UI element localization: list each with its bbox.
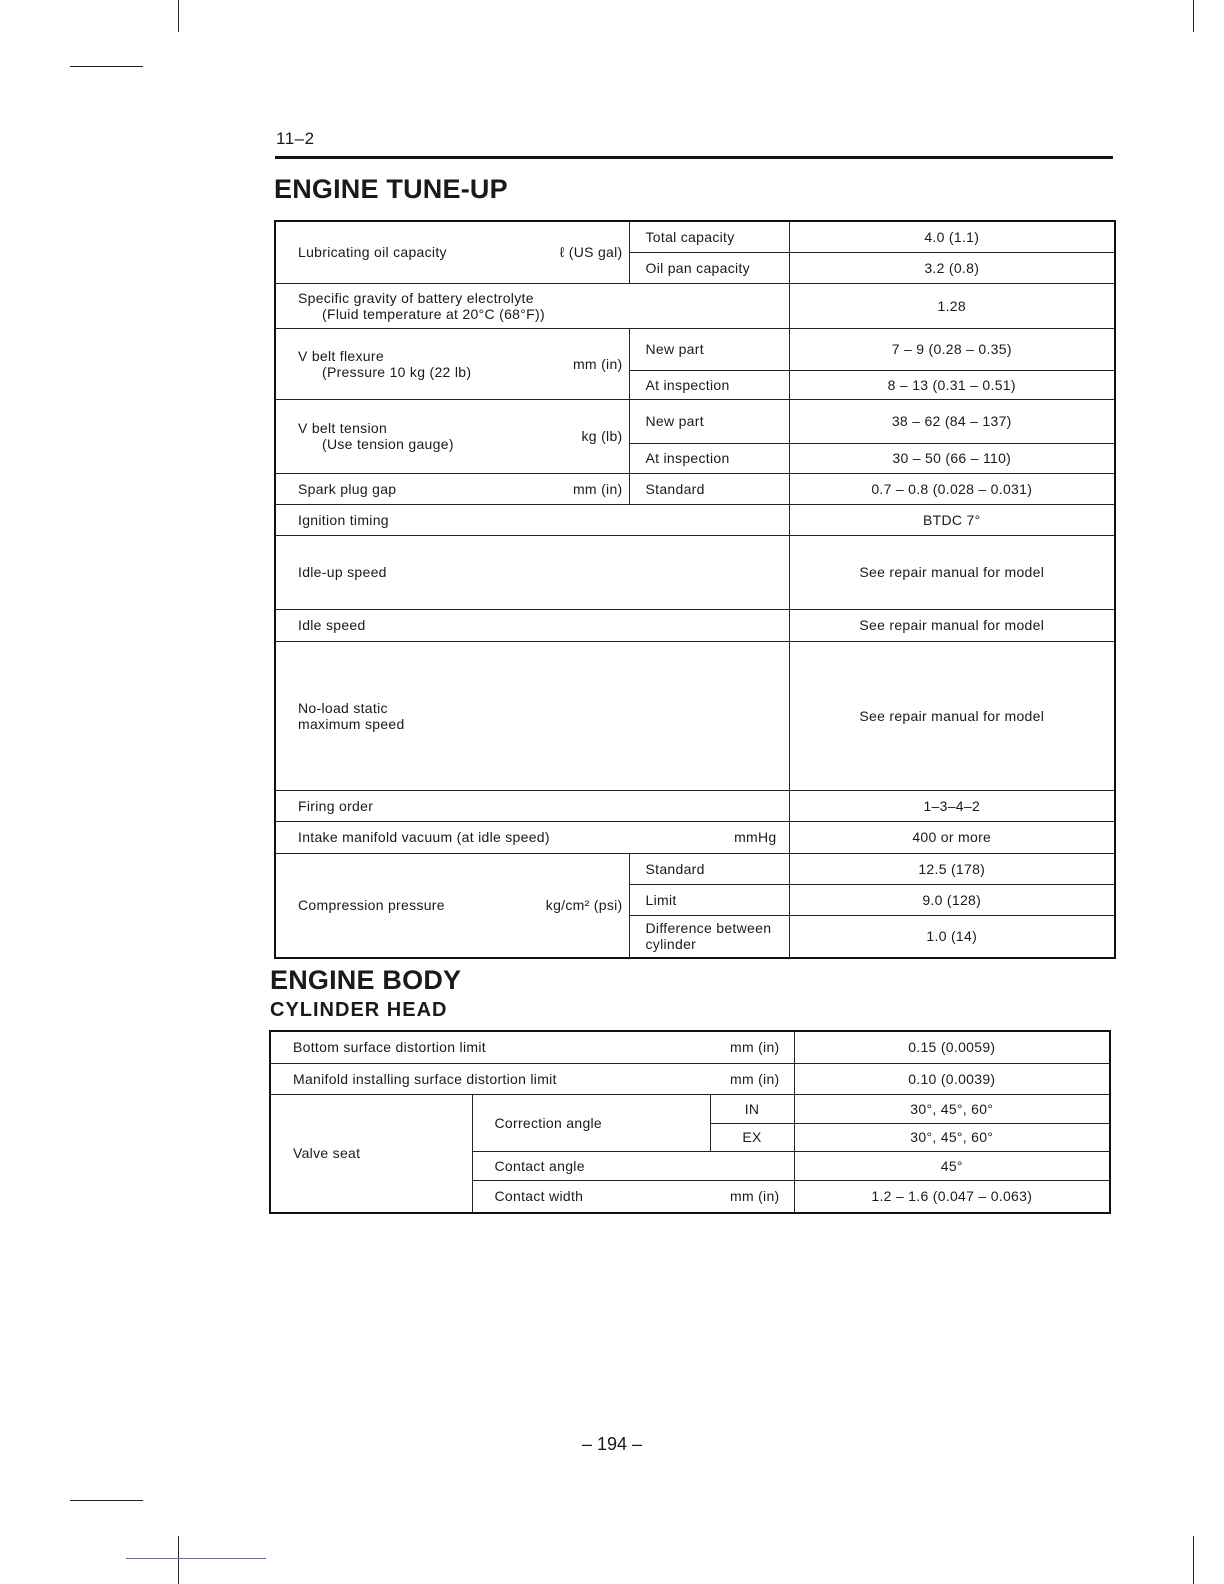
table-row bbox=[275, 283, 1115, 328]
compression-label: Compression pressure bbox=[298, 897, 445, 914]
compression-unit: kg/cm² (psi) bbox=[545, 897, 623, 914]
spark-label: Spark plug gap bbox=[298, 480, 397, 497]
vacuum-label-cell bbox=[275, 821, 789, 853]
gravity-label: Specific gravity of battery electrolyte bbox=[298, 289, 534, 306]
tension-unit: kg (lb) bbox=[581, 428, 623, 444]
crop-mark-top-left bbox=[178, 0, 179, 32]
manifold-distortion-unit: mm (in) bbox=[729, 1070, 780, 1087]
table-row bbox=[275, 504, 1115, 535]
section-page-ref: 11–2 bbox=[276, 129, 315, 148]
idle-label: Idle speed bbox=[275, 609, 789, 641]
table-row bbox=[275, 853, 1115, 884]
tension-label-cell bbox=[275, 399, 629, 473]
table-row bbox=[270, 1094, 1110, 1123]
flexure-new-value: 7 – 9 (0.28 – 0.35) bbox=[789, 328, 1115, 370]
table-row bbox=[275, 821, 1115, 853]
spark-standard-label: Standard bbox=[629, 473, 789, 504]
compression-limit-label: Limit bbox=[629, 884, 789, 915]
manifold-distortion-value: 0.10 (0.0039) bbox=[794, 1063, 1110, 1094]
table-row bbox=[275, 473, 1115, 504]
correction-ex-value: 30°, 45°, 60° bbox=[794, 1123, 1110, 1151]
compression-label-cell bbox=[275, 853, 629, 958]
compression-difference-label: Difference between cylinder bbox=[629, 915, 789, 958]
table-row bbox=[275, 535, 1115, 609]
engine-tuneup-title: ENGINE TUNE-UP bbox=[274, 174, 508, 204]
crop-mark-left-upper bbox=[70, 66, 143, 67]
gravity-label-cell bbox=[275, 283, 789, 328]
flexure-note: (Pressure 10 kg (22 lb) bbox=[322, 363, 472, 380]
table-row bbox=[270, 1031, 1110, 1063]
engine-tuneup-table bbox=[274, 220, 1116, 959]
noload-label-cell bbox=[275, 641, 789, 790]
contact-angle-value: 45° bbox=[794, 1151, 1110, 1180]
noload-value: See repair manual for model bbox=[789, 641, 1115, 790]
tension-new-label: New part bbox=[629, 399, 789, 443]
cylinder-head-title: CYLINDER HEAD bbox=[270, 999, 448, 1021]
manifold-distortion-label: Manifold installing surface distortion limit bbox=[293, 1070, 557, 1087]
engine-body-title: ENGINE BODY bbox=[270, 965, 462, 995]
compression-standard-value: 12.5 (178) bbox=[789, 853, 1115, 884]
table-row bbox=[275, 641, 1115, 790]
ignition-value: BTDC 7° bbox=[789, 504, 1115, 535]
firing-label: Firing order bbox=[275, 790, 789, 821]
compression-standard-label: Standard bbox=[629, 853, 789, 884]
gravity-note: (Fluid temperature at 20°C (68°F)) bbox=[322, 305, 545, 322]
vacuum-label: Intake manifold vacuum (at idle speed) bbox=[298, 829, 550, 845]
crop-mark-bottom-line bbox=[126, 1558, 266, 1559]
crop-mark-bottom-left bbox=[178, 1536, 179, 1584]
table-row bbox=[270, 1063, 1110, 1094]
oil-capacity-label-cell bbox=[275, 221, 629, 283]
correction-in-value: 30°, 45°, 60° bbox=[794, 1094, 1110, 1123]
noload-label-2: maximum speed bbox=[298, 715, 405, 732]
bottom-distortion-unit: mm (in) bbox=[729, 1039, 780, 1056]
crop-mark-bottom-right bbox=[1193, 1536, 1194, 1584]
noload-label-1: No-load static bbox=[298, 699, 388, 716]
valve-seat-label: Valve seat bbox=[270, 1094, 472, 1213]
oil-total-value: 4.0 (1.1) bbox=[789, 221, 1115, 252]
flexure-inspection-value: 8 – 13 (0.31 – 0.51) bbox=[789, 370, 1115, 399]
compression-limit-value: 9.0 (128) bbox=[789, 884, 1115, 915]
table-row bbox=[275, 221, 1115, 252]
gravity-value: 1.28 bbox=[789, 283, 1115, 328]
bottom-distortion-label-cell bbox=[270, 1031, 794, 1063]
contact-width-unit: mm (in) bbox=[729, 1188, 780, 1205]
page-number: – 194 – bbox=[581, 1434, 643, 1454]
contact-width-label-cell bbox=[472, 1180, 794, 1213]
vacuum-value: 400 or more bbox=[789, 821, 1115, 853]
contact-width-value: 1.2 – 1.6 (0.047 – 0.063) bbox=[794, 1180, 1110, 1213]
correction-in-label: IN bbox=[710, 1094, 794, 1123]
ignition-label: Ignition timing bbox=[275, 504, 789, 535]
manifold-distortion-label-cell bbox=[270, 1063, 794, 1094]
tension-inspection-value: 30 – 50 (66 – 110) bbox=[789, 443, 1115, 473]
cylinder-head-table bbox=[269, 1030, 1111, 1214]
oil-capacity-unit: ℓ (US gal) bbox=[559, 244, 623, 261]
tension-note: (Use tension gauge) bbox=[322, 436, 454, 452]
correction-ex-label: EX bbox=[710, 1123, 794, 1151]
idleup-label: Idle-up speed bbox=[275, 535, 789, 609]
flexure-label-cell bbox=[275, 328, 629, 399]
idle-value: See repair manual for model bbox=[789, 609, 1115, 641]
spark-value: 0.7 – 0.8 (0.028 – 0.031) bbox=[789, 473, 1115, 504]
flexure-inspection-label: At inspection bbox=[629, 370, 789, 399]
flexure-unit: mm (in) bbox=[572, 355, 623, 372]
oil-pan-value: 3.2 (0.8) bbox=[789, 252, 1115, 283]
flexure-new-label: New part bbox=[629, 328, 789, 370]
firing-value: 1–3–4–2 bbox=[789, 790, 1115, 821]
compression-difference-value: 1.0 (14) bbox=[789, 915, 1115, 958]
oil-pan-label: Oil pan capacity bbox=[629, 252, 789, 283]
flexure-label: V belt flexure bbox=[298, 347, 384, 364]
table-row bbox=[275, 609, 1115, 641]
tension-inspection-label: At inspection bbox=[629, 443, 789, 473]
vacuum-unit: mmHg bbox=[734, 829, 777, 845]
table-row bbox=[275, 790, 1115, 821]
crop-mark-top-right bbox=[1193, 0, 1194, 32]
header-rule bbox=[275, 156, 1113, 159]
contact-width-label: Contact width bbox=[494, 1188, 584, 1205]
idleup-value: See repair manual for model bbox=[789, 535, 1115, 609]
tension-new-value: 38 – 62 (84 – 137) bbox=[789, 399, 1115, 443]
bottom-distortion-value: 0.15 (0.0059) bbox=[794, 1031, 1110, 1063]
spark-label-cell bbox=[275, 473, 629, 504]
oil-total-label: Total capacity bbox=[629, 221, 789, 252]
spark-unit: mm (in) bbox=[572, 480, 623, 497]
crop-mark-left-lower bbox=[70, 1500, 143, 1501]
bottom-distortion-label: Bottom surface distortion limit bbox=[293, 1039, 486, 1056]
table-row bbox=[275, 399, 1115, 443]
table-row bbox=[275, 328, 1115, 370]
correction-angle-label: Correction angle bbox=[472, 1094, 710, 1151]
tension-label: V belt tension bbox=[298, 420, 388, 436]
contact-angle-label: Contact angle bbox=[472, 1151, 794, 1180]
oil-capacity-label: Lubricating oil capacity bbox=[298, 244, 447, 261]
